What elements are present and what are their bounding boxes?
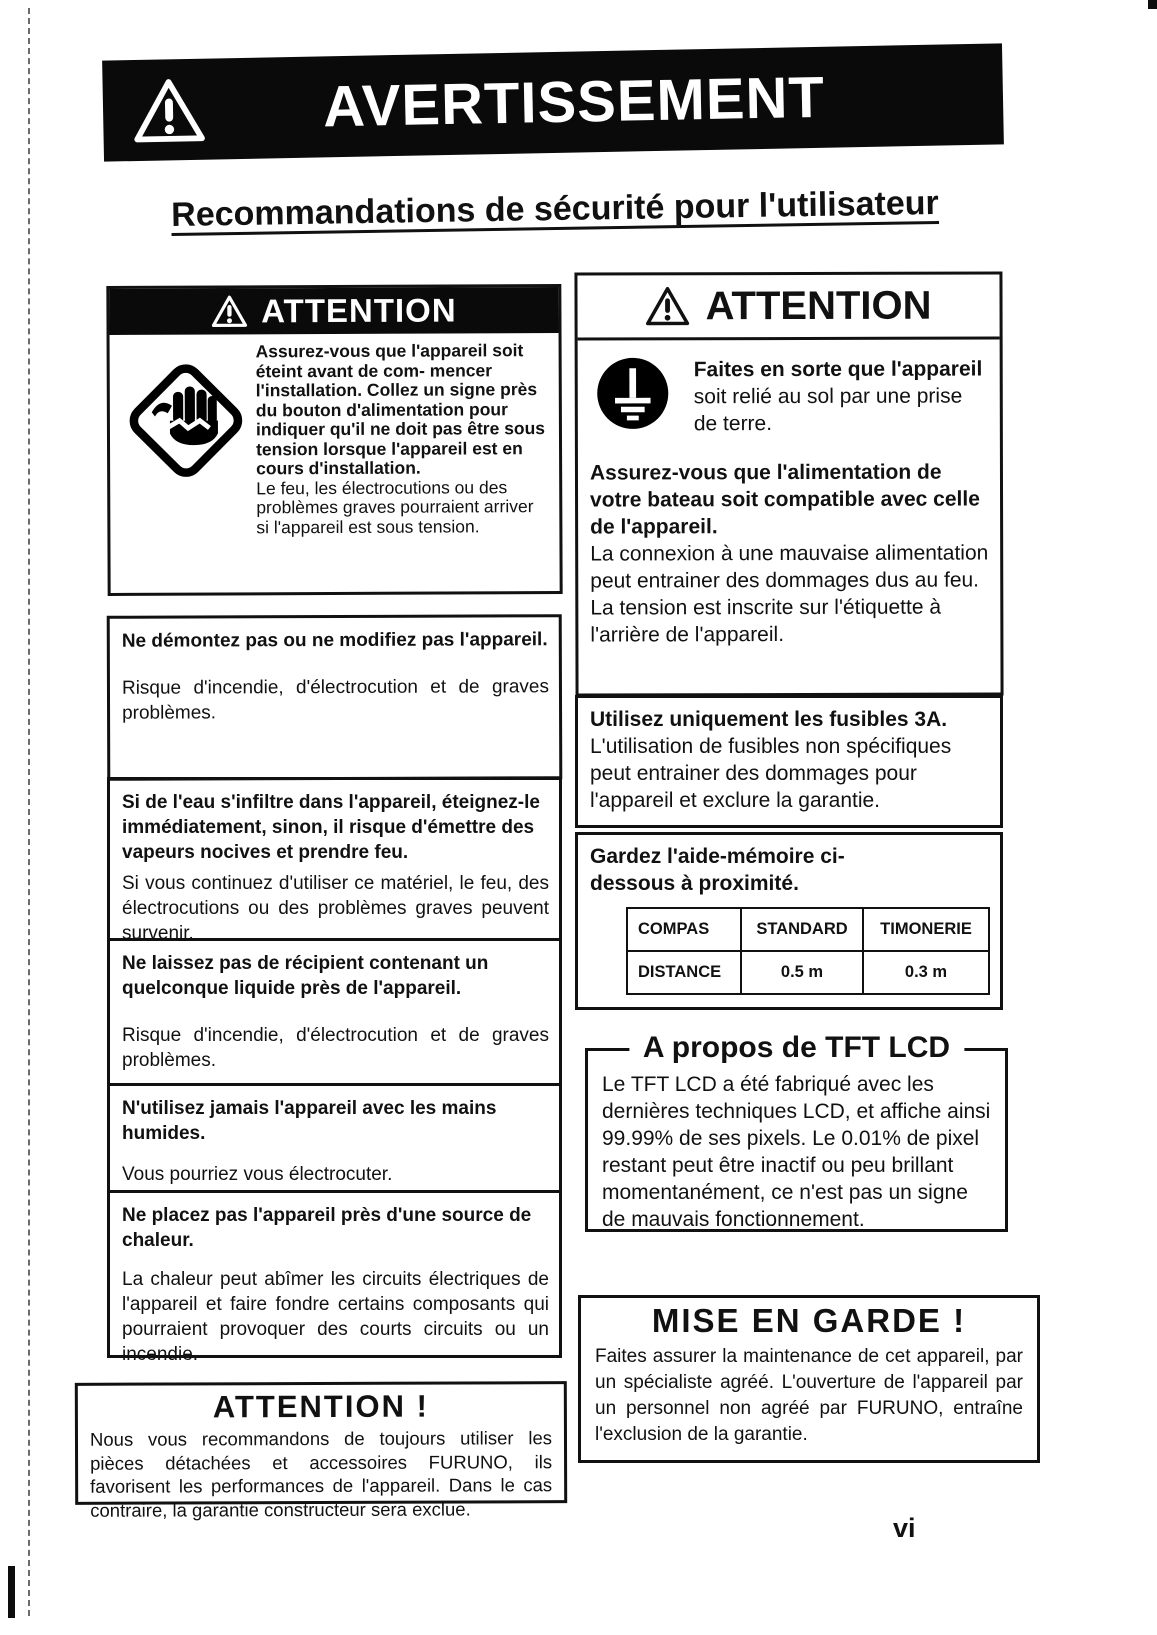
tft-lcd-body: Le TFT LCD a été fabriqué avec les dernières techniques LCD, et affiche ainsi 99.99% de ses pixels. Le 0.01% de pixel restant peut être inactif ou peu brillant momentanément, ce n'est pas un signe de mauvais fonctionnement. <box>602 1073 991 1231</box>
warning-body: Risque d'incendie, d'électrocution et de graves problèmes. <box>121 676 550 724</box>
warning-box-liquid <box>107 938 562 1086</box>
table-row <box>627 908 989 951</box>
right-attention-header-label: ATTENTION <box>705 283 932 328</box>
left-attention-content <box>110 333 560 544</box>
warning-heading: Ne laissez pas de récipient contenant un quelconque liquide près de l'appareil. <box>122 953 489 999</box>
left-attention-box <box>106 284 562 596</box>
warning-heading: Ne démontez pas ou ne modifiez pas l'appareil. <box>121 629 548 652</box>
mise-en-garde-box <box>578 1295 1040 1463</box>
power-warning <box>578 436 1001 648</box>
tft-lcd-box <box>585 1031 1008 1232</box>
table-cell: 0.5 m <box>741 951 863 994</box>
left-attention-header <box>109 287 558 335</box>
tft-lcd-title: A propos de TFT LCD <box>629 1031 964 1065</box>
attention-parts-box <box>75 1381 567 1521</box>
warning-box-disassemble <box>107 614 563 781</box>
compass-distance-table <box>626 907 990 995</box>
memo-box <box>575 832 1003 1010</box>
warning-heading: N'utilisez jamais l'appareil avec les mains humides. <box>122 1098 497 1144</box>
ground-warning-text <box>670 355 990 437</box>
warning-normal-text: Le feu, les électrocutions ou des problèmes graves pourraient arriver si l'appareil est sous tension. <box>256 476 534 537</box>
scan-artifact-bottom-left <box>8 1566 15 1618</box>
warning-box-wet-hands <box>107 1083 562 1193</box>
mise-en-garde-body: Faites assurer la maintenance de cet appareil, par un spécialiste agréé. L'ouverture de l'appareil par un personnel non agréé par FURUNO, entraîne l'exclusion de la garantie. <box>595 1346 1023 1445</box>
mise-en-garde-title: MISE EN GARDE ! <box>651 1302 967 1339</box>
table-cell: DISTANCE <box>627 951 741 994</box>
table-cell: TIMONERIE <box>863 908 989 951</box>
warning-triangle-icon <box>211 295 247 327</box>
table-row <box>627 951 989 994</box>
right-attention-box <box>574 271 1003 696</box>
warning-triangle-icon <box>646 286 690 326</box>
warning-heading: Si de l'eau s'infiltre dans l'appareil, éteignez-le immédiatement, sinon, il risque d'émettre des vapeurs nocives et prendre feu. <box>122 792 540 863</box>
attention-parts-title: ATTENTION ! <box>212 1388 429 1425</box>
right-attention-header <box>577 274 999 340</box>
warning-body: Risque d'incendie, d'électrocution et de graves problèmes. <box>122 1025 549 1071</box>
warning-box-water <box>107 777 562 944</box>
warning-box-heat <box>107 1190 562 1365</box>
ground-warning <box>578 339 1000 437</box>
table-cell: COMPAS <box>627 908 741 951</box>
warning-triangle-icon <box>132 77 205 142</box>
warning-bold-text: Assurez-vous que l'appareil soit éteint avant de com- mencer l'installation. Collez un signe près du bouton d'alimentation pour indiquer qu'il ne doit pas être sous tension lorsque l'appareil est en cours d'installation. <box>255 340 546 479</box>
table-cell: STANDARD <box>741 908 863 951</box>
warning-bold-text: Faites en sorte que l'appareil <box>693 357 983 382</box>
warning-heading: Ne placez pas l'appareil près d'une source de chaleur. <box>122 1205 532 1251</box>
page-number: vi <box>893 1513 916 1543</box>
warning-bold-text: Utilisez uniquement les fusibles 3A. <box>590 708 948 731</box>
electric-shock-hand-diamond-icon <box>116 342 257 538</box>
left-attention-text <box>256 341 554 537</box>
table-cell: 0.3 m <box>863 951 989 994</box>
warning-body: Si vous continuez d'utiliser ce matériel, le feu, des électrocutions ou des problèmes graves peuvent survenir. <box>122 873 549 944</box>
banner-title: AVERTISSEMENT <box>322 64 826 140</box>
left-column <box>107 285 562 1365</box>
binding-dashed-line <box>28 8 30 1616</box>
warning-normal-text: soit relié au sol par une prise de terre. <box>693 384 963 436</box>
fuse-warning-box <box>575 695 1003 828</box>
warning-body: Vous pourriez vous électrocuter. <box>122 1164 393 1185</box>
attention-parts-body: Nous vous recommandons de toujours utiliser les pièces détachées et accessoires FURUNO, ils favorisent les performances de l'appareil. Dans le cas contraire, la garantie constructeur sera exclue. <box>89 1427 553 1521</box>
warning-banner <box>102 43 1004 161</box>
warning-body: La chaleur peut abîmer les circuits électriques de l'appareil et faire fondre certains composants qui pourraient provoquer des courts circuits ou un incendie. <box>122 1269 549 1365</box>
page-subtitle: Recommandations de sécurité pour l'utilisateur <box>170 183 940 235</box>
memo-heading: Gardez l'aide-mémoire ci-dessous à proximité. <box>590 845 845 895</box>
scan-artifact-top-right <box>1148 0 1157 9</box>
left-attention-header-label: ATTENTION <box>261 291 457 330</box>
warning-normal-text: L'utilisation de fusibles non spécifiques peut entrainer des dommages pour l'appareil et exclure la garantie. <box>590 735 952 812</box>
earth-ground-icon <box>596 356 670 430</box>
warning-normal-text: La connexion à une mauvaise alimentation peut entrainer des dommages dus au feu. La tension est inscrite sur l'étiquette à l'arrière de l'appareil. <box>590 541 989 647</box>
warning-bold-text: Assurez-vous que l'alimentation de votre bateau soit compatible avec celle de l'appareil. <box>589 460 980 539</box>
